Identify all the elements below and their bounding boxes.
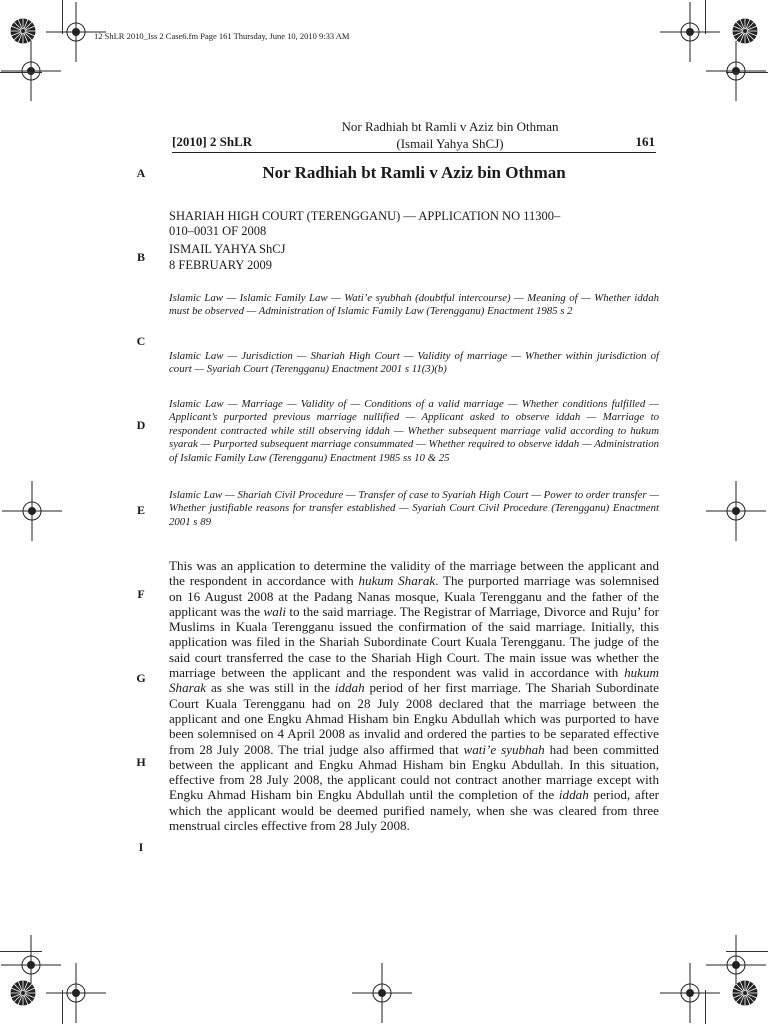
trim-line <box>726 72 768 73</box>
court-line-1: SHARIAH HIGH COURT (TERENGGANU) — APPLICATION NO 11300– <box>169 209 561 223</box>
catchword-1: Islamic Law — Islamic Family Law — Wati’e syubhah (doubtful intercourse) — Meaning of — Whether iddah must be observed — Administration of Islamic Family Law (Terengganu) Enactment 1985 s 2 <box>169 292 659 318</box>
text-run: to the said marriage. The Registrar of Marriage, Divorce and Ruju’ for Muslims in Kuala Terengganu issued the confirmation of the said marriage. Initially, this application was filed in the Shariah Subordinate Court Kuala Terengganu. The judge of the said court transferred the case to the Shariah High Court. The main issue was whether the marriage between the applicant and the respondent was valid in accordance with <box>169 603 659 681</box>
header-case-line1: Nor Radhiah bt Ramli v Aziz bin Othman <box>341 119 559 134</box>
text-run: had been committed between the applicant and Engku Ahmad Hisham bin Engku Abdullah. In this situation, effective from 28 July 2008, the applicant could not contract another marriage except with Engku Ahmad Hisham bin Engku Abdullah until the completion of the <box>169 741 659 803</box>
starburst-target-icon <box>10 980 36 1006</box>
header-citation: [2010] 2 ShLR <box>172 134 253 149</box>
margin-letter-e: E <box>136 503 145 517</box>
margin-letter-d: D <box>136 418 146 432</box>
trim-line <box>705 990 706 1024</box>
margin-letter-i: I <box>138 840 144 854</box>
registration-mark-icon <box>706 481 766 541</box>
emphasis-run: wati’e syubhah <box>463 741 545 757</box>
text-run: . The purported marriage was solemnised on 16 August 2008 at the Padang Nanas mosque, Kuala Terengganu and the father of the applicant was the <box>169 573 660 619</box>
text-run: period of her first marriage. The Shariah Subordinate Court Kuala Terengganu had on 28 July 2008 declared that the marriage between the applicant and one Engku Ahmad Hisham bin Engku Abdullah which was purported to have been solemnised on 4 April 2008 as invalid and ordered the parties to be separated effective from 28 July 2008. The trial judge also affirmed that <box>169 680 659 757</box>
slug-line: 12 ShLR 2010_Iss 2 Case6.fm Page 161 Thursday, June 10, 2010 9:33 AM <box>94 31 350 41</box>
trim-line <box>0 951 42 952</box>
margin-letter-h: H <box>136 755 146 769</box>
registration-mark-icon <box>660 963 720 1023</box>
registration-mark-icon <box>352 963 412 1023</box>
margin-letter-g: G <box>136 671 146 685</box>
text-run: period, after which the applicant would be deemed purified namely, when she was cleared from three menstrual circles effective from 28 July 2008. <box>169 787 659 834</box>
emphasis-run: iddah <box>334 680 365 696</box>
registration-mark-icon <box>706 41 766 101</box>
registration-mark-icon <box>46 963 106 1023</box>
trim-line <box>62 0 63 34</box>
header-case-line2: (Ismail Yahya ShCJ) <box>396 136 504 151</box>
trim-line <box>62 990 63 1024</box>
text-run: as she was still in the <box>206 680 335 696</box>
margin-letter-f: F <box>137 587 145 601</box>
registration-mark-icon <box>2 481 62 541</box>
starburst-target-icon <box>732 18 758 44</box>
headnote-paragraph <box>169 558 659 833</box>
emphasis-run: hukum Sharak <box>169 665 659 696</box>
text-run: This was an application to determine the validity of the marriage between the applicant and the respondent in accordance with <box>169 558 659 589</box>
header-case-name <box>300 118 600 152</box>
case-title: Nor Radhiah bt Ramli v Aziz bin Othman <box>262 163 566 182</box>
trim-line <box>705 0 706 34</box>
emphasis-run: hukum Sharak <box>358 573 436 589</box>
margin-letter-b: B <box>136 250 145 264</box>
starburst-target-icon <box>10 18 36 44</box>
header-page-number: 161 <box>635 134 655 149</box>
court-line-2: 010–0031 OF 2008 <box>169 224 267 238</box>
registration-mark-icon <box>1 41 61 101</box>
emphasis-run: iddah <box>558 787 589 803</box>
catchword-3: Islamic Law — Marriage — Validity of — Conditions of a valid marriage — Whether conditions fulfilled — Applicant’s purported previous marriage nullified — Applicant asked to observe iddah — Marriage to respondent contracted while still observing iddah — Whether subsequent marriage valid according to hukum syarak — Purported subsequent marriage consummated — Whether required to observe iddah — Administration of Islamic Family Law (Terengganu) Enactment 1985 ss 10 & 25 <box>169 398 659 464</box>
catchword-2: Islamic Law — Jurisdiction — Shariah High Court — Validity of marriage — Whether within jurisdiction of court — Syariah Court (Terengganu) Enactment 2001 s 11(3)(b) <box>169 350 659 376</box>
margin-letter-a: A <box>136 166 146 180</box>
emphasis-run: wali <box>263 603 287 619</box>
trim-line <box>0 72 42 73</box>
judgment-date: 8 FEBRUARY 2009 <box>169 258 273 272</box>
header-rule <box>172 152 656 153</box>
margin-letter-c: C <box>136 334 146 348</box>
trim-line <box>726 951 768 952</box>
judge-name: ISMAIL YAHYA ShCJ <box>169 242 286 256</box>
starburst-target-icon <box>732 980 758 1006</box>
catchword-4: Islamic Law — Shariah Civil Procedure — Transfer of case to Syariah High Court — Power to order transfer — Whether justifiable reasons for transfer established — Syariah Court Civil Procedure (Terengganu) Enactment 2001 s 89 <box>169 489 659 528</box>
